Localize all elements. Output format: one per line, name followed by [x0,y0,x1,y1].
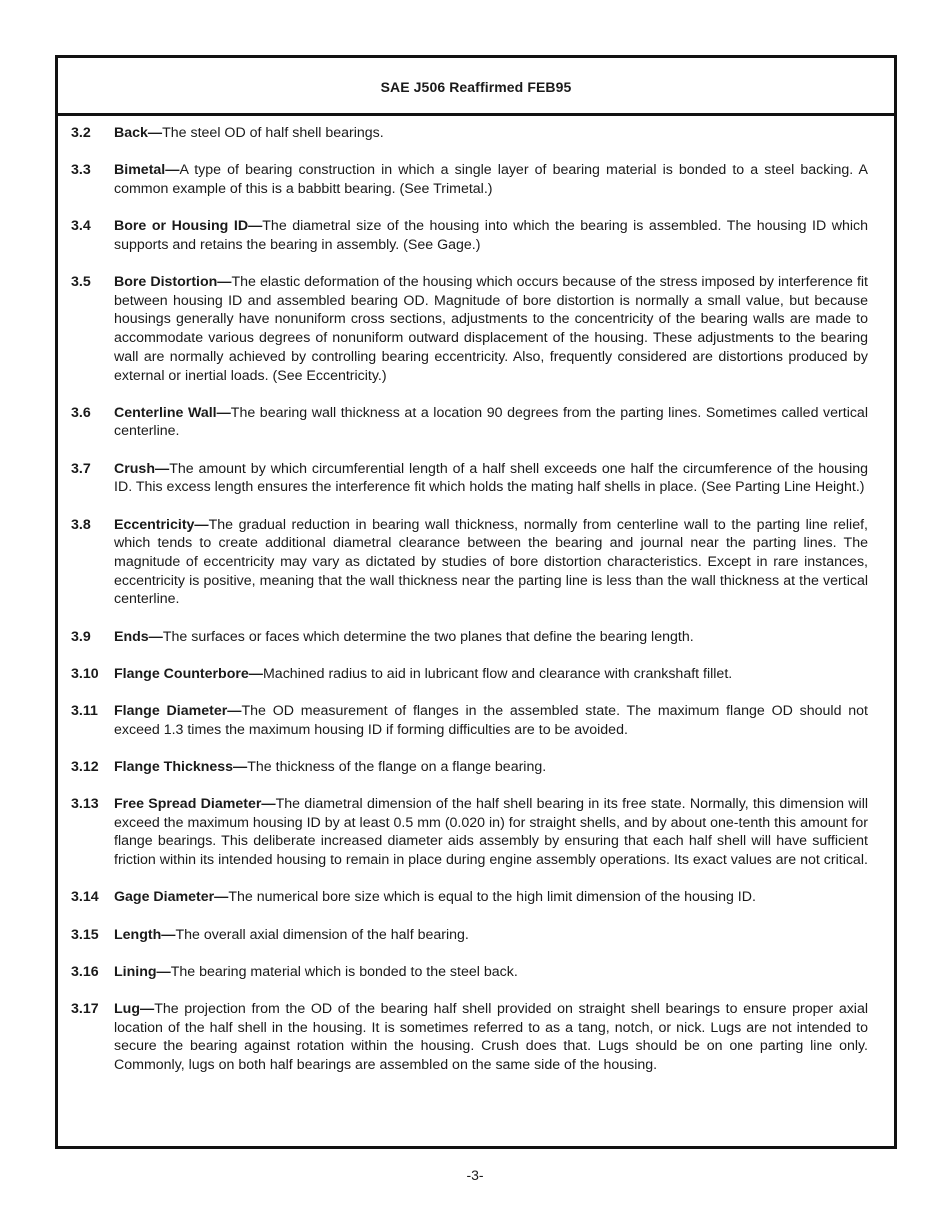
definition-text: The steel OD of half shell bearings. [162,125,384,141]
definition-body [114,516,868,610]
definition-text: A type of bearing construction in which a single layer of bearing material is bonded to a steel backing. A common example of this is a babbitt bearing. (See Trimetal.) [114,162,868,197]
definition-term: Bimetal— [114,162,180,179]
definition-body [114,963,868,982]
definition-3-9 [71,628,868,647]
definition-text: The overall axial dimension of the half bearing. [175,926,469,943]
definition-text: The surfaces or faces which determine the two planes that define the bearing length. [162,628,694,645]
definition-term: Lug— [114,1001,155,1017]
definition-term: Centerline Wall— [114,404,231,421]
section-number: 3.9 [71,628,91,645]
definition-term: Flange Diameter— [114,702,242,719]
page-number: -3- [466,1167,484,1183]
definition-term: Length— [114,926,176,943]
definition-text: The bearing wall thickness at a location 90 degrees from the parting lines. Sometimes called vertical centerline. [114,404,868,440]
definition-3-13 [71,795,868,870]
definition-3-3 [71,161,868,198]
definition-term: Lining— [114,963,171,980]
section-number: 3.7 [71,460,91,477]
definition-body [114,702,868,739]
definition-text: The elastic deformation of the housing which occurs because of the stress imposed by interference fit between housing ID and assembled bearing OD. Magnitude of bore distortion is normally a small value, but because housings generally have nonuniform cross sections, adjustments to the concentricity of the bearing walls are made to accommodate various degrees of nonuniform outward displacement of the housing. These adjustments to the bearing wall are normally achieved by controlling bearing eccentricity. Also, frequently considered are distortions produced by external or inertial loads. (See Eccentricity.) [114,274,868,384]
section-number: 3.2 [71,125,91,141]
section-number: 3.8 [71,516,91,533]
definition-3-4 [71,217,868,254]
section-number: 3.15 [71,926,99,943]
definition-text: The thickness of the flange on a flange bearing. [247,758,547,775]
definition-term: Bore Distortion— [114,274,232,291]
definition-text: The projection from the OD of the bearing half shell provided on straight shell bearings to ensure proper axial location of the half shell in the housing. It is sometimes referred to as a tang, notch, or nick. Lugs are not intended to secure the bearing against rotation within the housing. Crush does that. Lugs should be on one parting line only. Commonly, lugs on both half bearings are assembled on the same side of the housing. [114,1001,868,1074]
definition-term: Free Spread Diameter— [114,796,276,813]
section-number: 3.4 [71,218,91,235]
definition-3-17 [71,1000,868,1075]
definition-term: Gage Diameter— [114,889,229,906]
definition-3-15 [71,926,868,945]
section-number: 3.5 [71,274,91,291]
section-number: 3.16 [71,963,99,980]
section-number: 3.12 [71,758,99,775]
definition-3-12 [71,758,868,777]
section-number: 3.11 [71,702,98,719]
definition-3-10 [71,665,868,684]
definition-body [114,161,868,198]
section-number: 3.14 [71,889,99,906]
definition-body [114,404,868,441]
definition-body [114,795,868,870]
section-number: 3.10 [71,665,99,682]
definition-text: The numerical bore size which is equal to the high limit dimension of the housing ID. [228,889,756,906]
definition-body [114,124,868,143]
definition-body [114,273,868,385]
definition-term: Ends— [114,628,163,645]
definition-3-16 [71,963,868,982]
definition-3-8 [71,516,868,610]
definition-3-6 [71,404,868,441]
definitions-list [58,116,894,1075]
definition-term: Bore or Housing ID— [114,218,263,235]
page-frame [55,55,897,1149]
definition-text: The gradual reduction in bearing wall thickness, normally from centerline wall to the parting line relief, which tends to create additional diametral clearance between the bearing and journal near the parting lines. The magnitude of eccentricity may vary as dictated by studies of bore distortion characteristics. Except in rare instances, eccentricity is positive, meaning that the wall thickness near the parting line is less than the wall thickness at the vertical centerline. [114,516,868,608]
definition-term: Back— [114,125,163,141]
definition-body [114,217,868,254]
definition-body [114,665,868,684]
definition-3-11 [71,702,868,739]
definition-body [114,926,868,945]
definition-term: Crush— [114,460,170,477]
definition-body [114,758,868,777]
section-number: 3.13 [71,796,99,813]
page-header [58,58,894,116]
definition-body [114,628,868,647]
definition-body [114,888,868,907]
definition-text: The diametral size of the housing into which the bearing is assembled. The housing ID which supports and retains the bearing in assembly. (See Gage.) [114,218,868,253]
section-number: 3.6 [71,404,91,421]
section-number: 3.3 [71,162,91,179]
definition-3-14 [71,888,868,907]
document-title: SAE J506 Reaffirmed FEB95 [380,78,572,95]
definition-term: Eccentricity— [114,516,209,533]
definition-body [114,1000,868,1075]
definition-term: Flange Counterbore— [114,665,263,682]
section-number: 3.17 [71,1001,99,1017]
definition-3-5 [71,273,868,385]
definition-text: The bearing material which is bonded to the steel back. [170,963,518,980]
definition-body [114,460,868,497]
definition-text: The amount by which circumferential length of a half shell exceeds one half the circumference of the housing ID. This excess length ensures the interference fit which holds the mating half shells in place. (See Parting Line Height.) [114,460,868,496]
definition-3-2 [71,124,868,143]
definition-text: The diametral dimension of the half shell bearing in its free state. Normally, this dimension will exceed the maximum housing ID by at least 0.5 mm (0.020 in) for straight shells, and by about one-tenth this amount for flange bearings. This deliberate increased diameter aids assembly by ensuring that each half shell will have sufficient friction within its intended housing to remain in place during engine assembly operations. Its exact values are not critical. [114,796,868,869]
definition-text: Machined radius to aid in lubricant flow and clearance with crankshaft fillet. [262,665,733,682]
definition-text: The OD measurement of flanges in the assembled state. The maximum flange OD should not exceed 1.3 times the maximum housing ID if forming difficulties are to be avoided. [114,702,868,738]
definition-3-7 [71,460,868,497]
definition-term: Flange Thickness— [114,758,248,775]
